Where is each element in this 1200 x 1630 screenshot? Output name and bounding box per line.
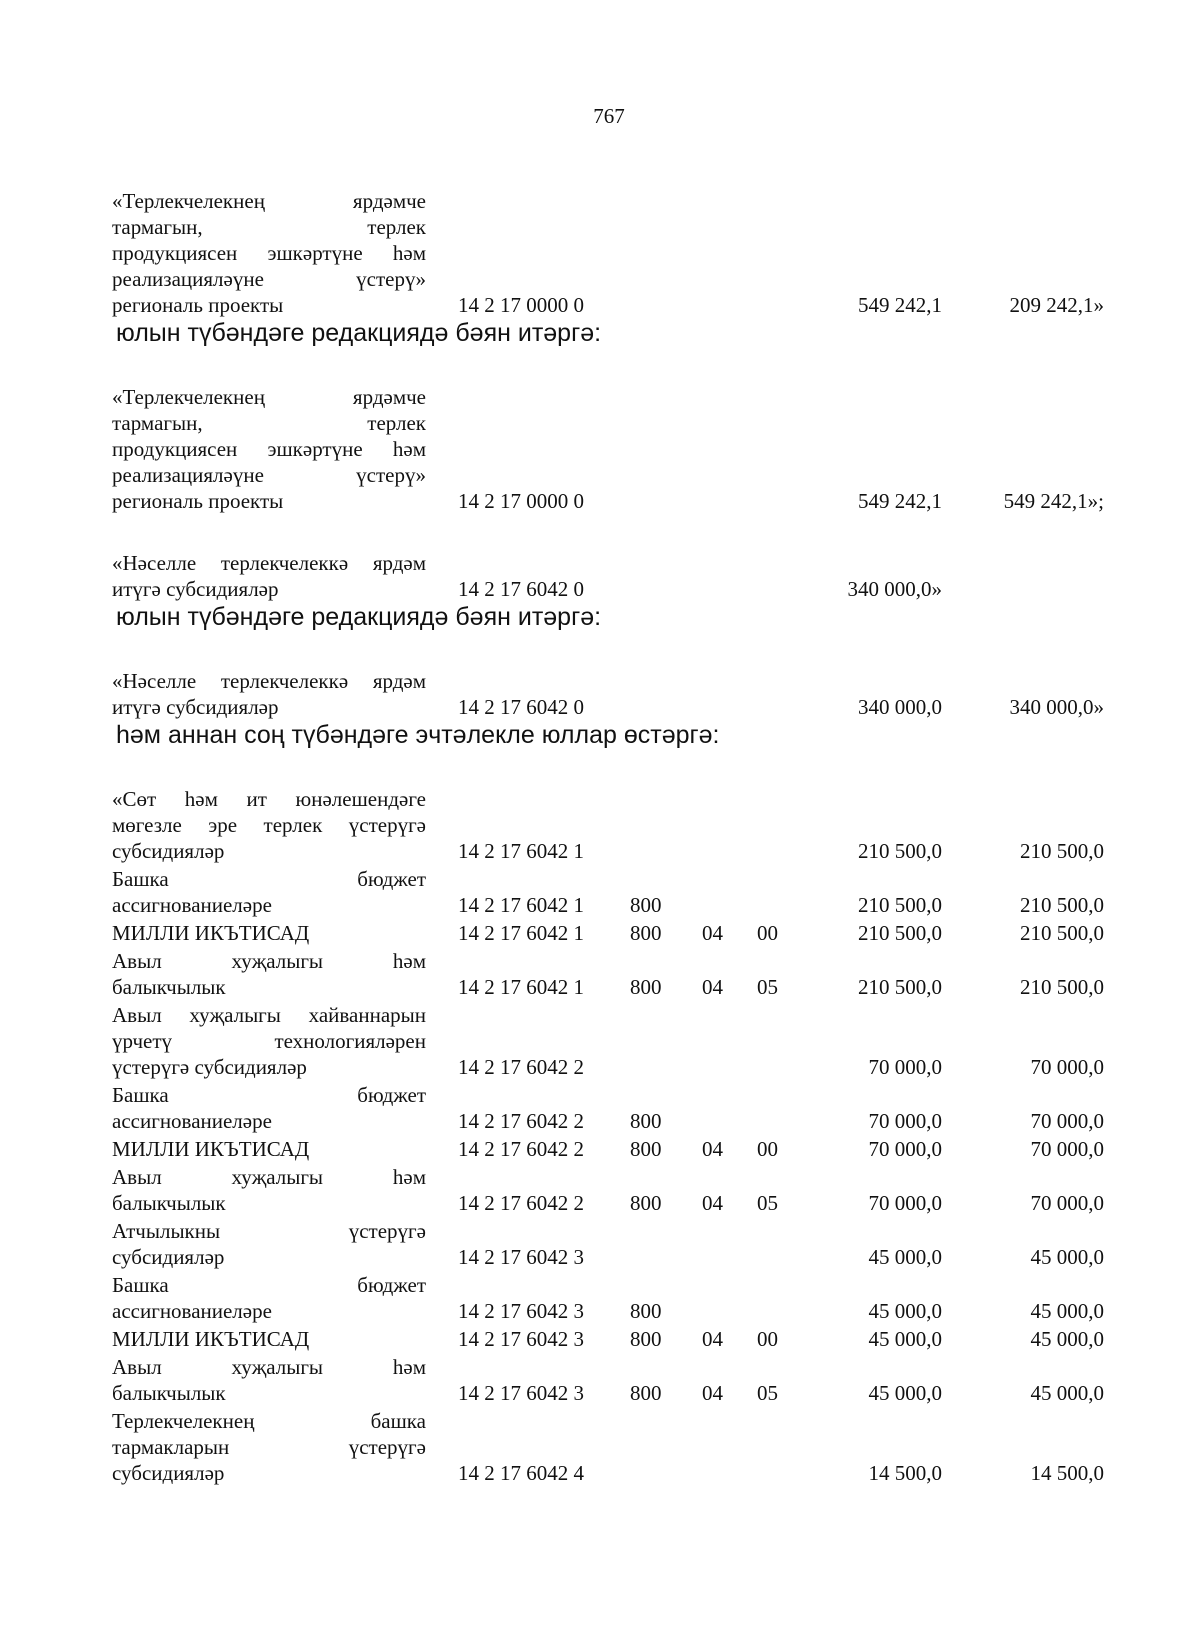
table-row (112, 384, 1122, 514)
row-vr: 800 (630, 921, 662, 945)
row-name-line: итүгә субсидияләр (112, 577, 279, 601)
row-code: 14 2 17 6042 2 (458, 1191, 584, 1215)
table-row (112, 668, 1122, 720)
row-name-line: МИЛЛИ ИКЪТИСАД (112, 921, 310, 945)
row-pr: 00 (757, 1137, 778, 1161)
row-rz: 04 (702, 1191, 723, 1215)
table-row (112, 1218, 1122, 1270)
row-rz: 04 (702, 1327, 723, 1351)
row-code: 14 2 17 6042 1 (458, 975, 584, 999)
row-code: 14 2 17 6042 3 (458, 1245, 584, 1269)
row-sum-1: 45 000,0 (868, 1299, 942, 1323)
row-name-line: Терлекчелекнең башка (112, 1409, 426, 1433)
row-code: 14 2 17 6042 3 (458, 1299, 584, 1323)
row-name-line: реализацияләүне үстерү» (112, 267, 426, 291)
row-code: 14 2 17 6042 2 (458, 1055, 584, 1079)
spacer (112, 514, 1122, 550)
row-name (112, 1002, 426, 1080)
table-row (112, 786, 1122, 864)
row-code: 14 2 17 6042 3 (458, 1327, 584, 1351)
row-vr: 800 (630, 1191, 662, 1215)
row-sum-2: 45 000,0 (1030, 1381, 1104, 1405)
row-name-line: региональ проекты (112, 293, 284, 317)
row-sum-1: 549 242,1 (858, 293, 942, 317)
row-sum-2: 210 500,0 (1020, 893, 1104, 917)
row-pr: 05 (757, 1381, 778, 1405)
row-sum-2: 70 000,0 (1030, 1137, 1104, 1161)
row-name-line: Авыл хуҗалыгы хайваннарын (112, 1003, 426, 1027)
table-row (112, 1002, 1122, 1080)
row-name-line: балыкчылык (112, 1191, 226, 1215)
row-sum-2: 209 242,1» (1009, 293, 1104, 317)
row-pr: 05 (757, 1191, 778, 1215)
row-sum-2: 340 000,0» (1009, 695, 1104, 719)
row-name-line: продукциясен эшкәртүне һәм (112, 437, 426, 461)
row-name-line: продукциясен эшкәртүне һәм (112, 241, 426, 265)
row-sum-2: 70 000,0 (1030, 1191, 1104, 1215)
row-name (112, 1218, 426, 1270)
row-vr: 800 (630, 1299, 662, 1323)
row-name-line: балыкчылык (112, 975, 226, 999)
row-rz: 04 (702, 1137, 723, 1161)
row-sum-1: 45 000,0 (868, 1381, 942, 1405)
table-row (112, 188, 1122, 318)
row-name-line: Авыл хуҗалыгы һәм (112, 949, 426, 973)
row-name-line: региональ проекты (112, 489, 284, 513)
row-name-line: Авыл хуҗалыгы һәм (112, 1165, 426, 1189)
document-body (112, 188, 1122, 1486)
row-sum-1: 45 000,0 (868, 1327, 942, 1351)
row-name (112, 1354, 426, 1406)
row-name (112, 668, 426, 720)
row-sum-1: 70 000,0 (868, 1109, 942, 1133)
row-name-line: үрчетү технологияләрен (112, 1029, 426, 1053)
row-sum-2: 210 500,0 (1020, 975, 1104, 999)
row-name-line: Башка бюджет (112, 1083, 426, 1107)
row-name-line: Атчылыкны үстерүгә (112, 1219, 426, 1243)
row-name-line: Авыл хуҗалыгы һәм (112, 1355, 426, 1379)
row-name-line: «Терлекчелекнең ярдәмче (112, 189, 426, 213)
row-vr: 800 (630, 1381, 662, 1405)
row-pr: 05 (757, 975, 778, 999)
row-name-line: Башка бюджет (112, 1273, 426, 1297)
row-name-line: балыкчылык (112, 1381, 226, 1405)
spacer (112, 632, 1122, 668)
row-name-line: «Нәселле терлекчелеккә ярдәм (112, 669, 426, 693)
row-pr: 00 (757, 1327, 778, 1351)
row-code: 14 2 17 6042 3 (458, 1381, 584, 1405)
table-row (112, 920, 1122, 946)
row-vr: 800 (630, 975, 662, 999)
table-row (112, 1326, 1122, 1352)
row-name (112, 1164, 426, 1216)
row-name-line: ассигнованиеләре (112, 893, 272, 917)
instruction-text: юлын түбәндәге редакциядә бәян итәргә: (116, 319, 602, 347)
instruction-text: һәм аннан соң түбәндәге эчтәлекле юллар өстәргә: (116, 721, 720, 749)
row-sum-2: 45 000,0 (1030, 1245, 1104, 1269)
row-sum-1: 70 000,0 (868, 1191, 942, 1215)
row-name-line: мөгезле эре терлек үстерүгә (112, 813, 426, 837)
row-sum-2: 14 500,0 (1030, 1461, 1104, 1485)
row-name (112, 1082, 426, 1134)
spacer (112, 348, 1122, 384)
row-vr: 800 (630, 1137, 662, 1161)
row-vr: 800 (630, 1109, 662, 1133)
row-name (112, 948, 426, 1000)
row-code: 14 2 17 6042 0 (458, 577, 584, 601)
table-row (112, 550, 1122, 602)
table-row (112, 1136, 1122, 1162)
row-code: 14 2 17 6042 4 (458, 1461, 584, 1485)
row-name (112, 920, 426, 946)
row-code: 14 2 17 6042 2 (458, 1137, 584, 1161)
row-name-line: «Нәселле терлекчелеккә ярдәм (112, 551, 426, 575)
row-sum-1: 70 000,0 (868, 1137, 942, 1161)
row-sum-1: 210 500,0 (858, 893, 942, 917)
row-code: 14 2 17 6042 1 (458, 839, 584, 863)
row-code: 14 2 17 0000 0 (458, 489, 584, 513)
row-name (112, 786, 426, 864)
row-sum-1: 14 500,0 (868, 1461, 942, 1485)
row-name (112, 1136, 426, 1162)
row-sum-1: 549 242,1 (858, 489, 942, 513)
row-name-line: ассигнованиеләре (112, 1299, 272, 1323)
row-sum-2: 70 000,0 (1030, 1109, 1104, 1133)
row-rz: 04 (702, 975, 723, 999)
row-name-line: «Терлекчелекнең ярдәмче (112, 385, 426, 409)
row-code: 14 2 17 6042 1 (458, 893, 584, 917)
row-vr: 800 (630, 893, 662, 917)
row-name (112, 384, 426, 514)
row-sum-2: 210 500,0 (1020, 839, 1104, 863)
row-name-line: МИЛЛИ ИКЪТИСАД (112, 1327, 310, 1351)
row-code: 14 2 17 0000 0 (458, 293, 584, 317)
row-name-line: үстерүгә субсидияләр (112, 1055, 307, 1079)
row-sum-1: 340 000,0 (858, 695, 942, 719)
row-sum-2: 45 000,0 (1030, 1299, 1104, 1323)
row-name (112, 866, 426, 918)
row-code: 14 2 17 6042 1 (458, 921, 584, 945)
row-name-line: субсидияләр (112, 1461, 225, 1485)
row-sum-1: 45 000,0 (868, 1245, 942, 1269)
row-sum-1: 210 500,0 (858, 921, 942, 945)
row-name-line: реализацияләүне үстерү» (112, 463, 426, 487)
table-row (112, 1082, 1122, 1134)
row-name-line: ассигнованиеләре (112, 1109, 272, 1133)
row-sum-1: 210 500,0 (858, 839, 942, 863)
row-name-line: МИЛЛИ ИКЪТИСАД (112, 1137, 310, 1161)
row-name-line: «Сөт һәм ит юнәлешендәге (112, 787, 426, 811)
row-sum-2: 210 500,0 (1020, 921, 1104, 945)
page-number: 767 (593, 104, 625, 128)
row-rz: 04 (702, 921, 723, 945)
row-name-line: тармагын, терлек (112, 411, 426, 435)
row-name-line: тармагын, терлек (112, 215, 426, 239)
row-name-line: тармакларын үстерүгә (112, 1435, 426, 1459)
row-sum-1: 340 000,0» (847, 577, 942, 601)
row-name (112, 1408, 426, 1486)
row-rz: 04 (702, 1381, 723, 1405)
row-vr: 800 (630, 1327, 662, 1351)
row-name (112, 1272, 426, 1324)
table-row (112, 1408, 1122, 1486)
row-sum-2: 549 242,1»; (1003, 489, 1104, 513)
row-pr: 00 (757, 921, 778, 945)
row-name (112, 550, 426, 602)
table-row (112, 1272, 1122, 1324)
row-sum-2: 70 000,0 (1030, 1055, 1104, 1079)
row-name (112, 1326, 426, 1352)
spacer (112, 750, 1122, 786)
row-name-line: субсидияләр (112, 1245, 225, 1269)
table-row (112, 1354, 1122, 1406)
row-code: 14 2 17 6042 0 (458, 695, 584, 719)
row-name (112, 188, 426, 318)
row-name-line: Башка бюджет (112, 867, 426, 891)
row-sum-1: 70 000,0 (868, 1055, 942, 1079)
row-sum-2: 45 000,0 (1030, 1327, 1104, 1351)
table-row (112, 1164, 1122, 1216)
row-sum-1: 210 500,0 (858, 975, 942, 999)
row-name-line: субсидияләр (112, 839, 225, 863)
row-code: 14 2 17 6042 2 (458, 1109, 584, 1133)
table-row (112, 948, 1122, 1000)
row-name-line: итүгә субсидияләр (112, 695, 279, 719)
table-row (112, 866, 1122, 918)
instruction-text: юлын түбәндәге редакциядә бәян итәргә: (116, 603, 602, 631)
